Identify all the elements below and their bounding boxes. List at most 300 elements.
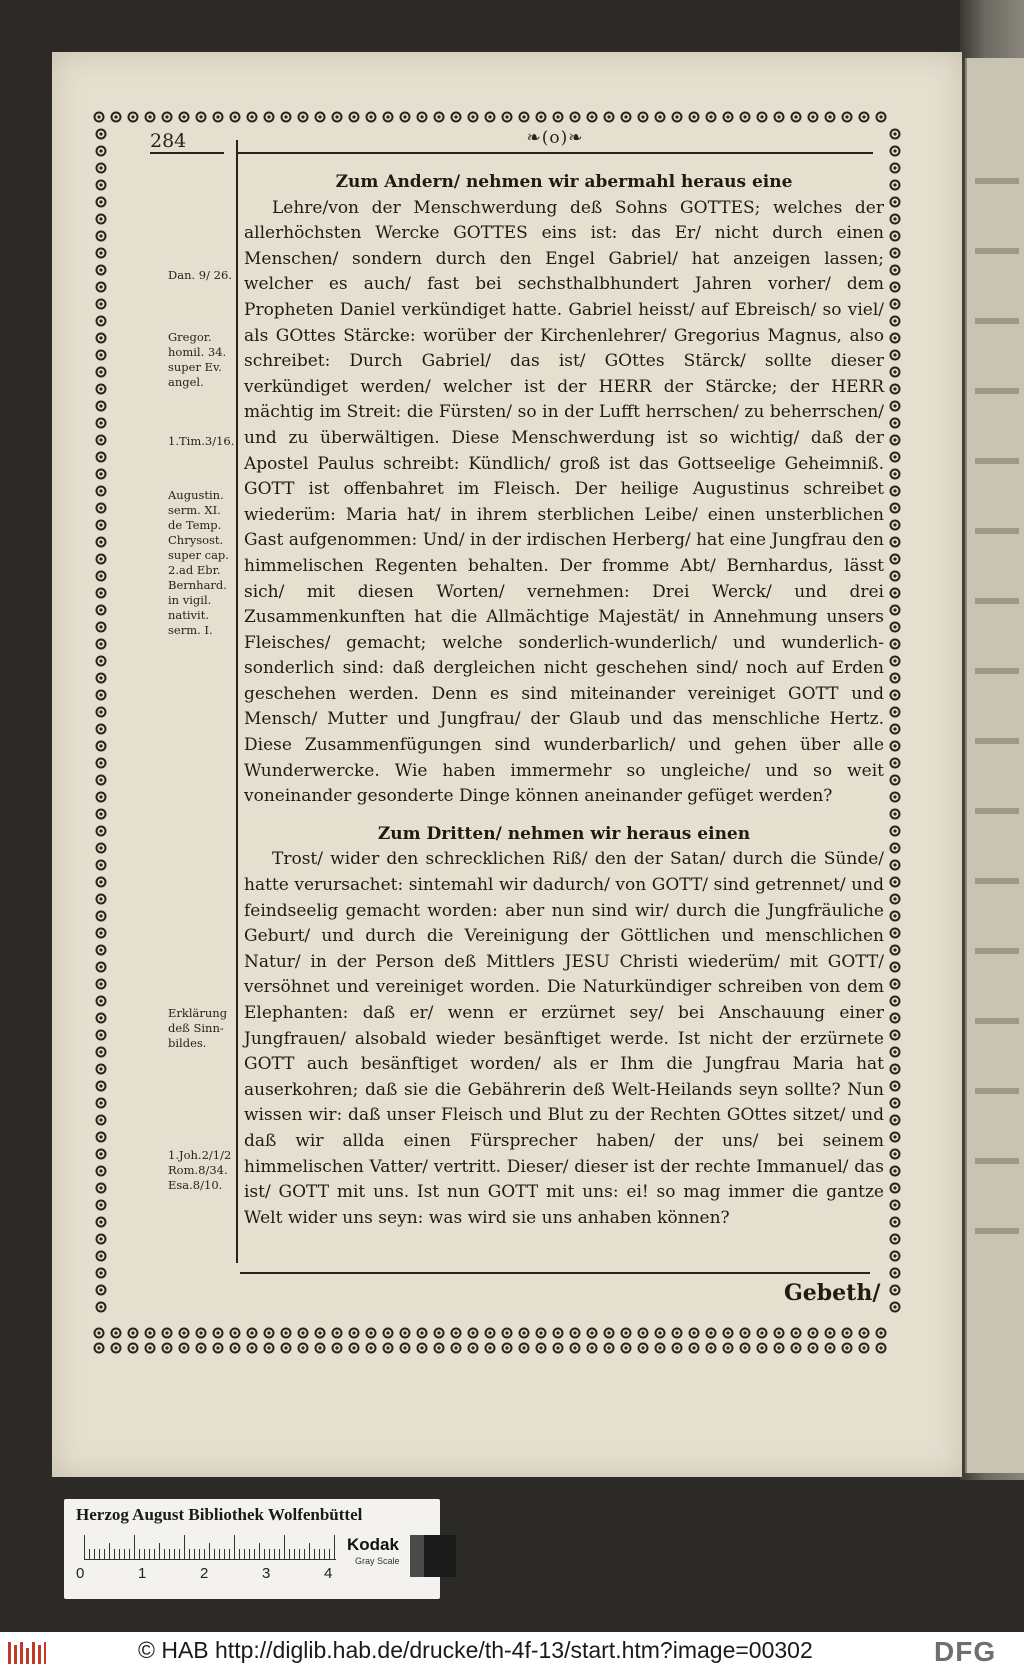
border-fleuron <box>891 470 900 479</box>
border-fleuron <box>97 878 106 887</box>
section-heading-dritten: Zum Dritten/ nehmen wir heraus einen <box>377 823 751 844</box>
border-fleuron <box>891 1133 900 1142</box>
ruler-tick <box>134 1535 135 1559</box>
border-fleuron <box>97 1150 106 1159</box>
border-fleuron <box>891 1286 900 1295</box>
border-fleuron <box>758 1344 767 1353</box>
border-fleuron <box>877 1344 886 1353</box>
border-fleuron <box>214 113 223 122</box>
border-fleuron <box>129 1329 138 1338</box>
border-fleuron <box>826 1329 835 1338</box>
border-fleuron <box>97 419 106 428</box>
border-fleuron <box>316 113 325 122</box>
border-fleuron <box>891 776 900 785</box>
ruler-tick <box>304 1549 305 1559</box>
border-fleuron <box>97 1269 106 1278</box>
section-heading-andern: Zum Andern/ nehmen wir abermahl heraus eine <box>335 172 793 192</box>
border-fleuron <box>673 113 682 122</box>
border-fleuron <box>452 1329 461 1338</box>
margin-note-erklaerung: Erklärung deß Sinn- bildes. <box>168 1006 228 1050</box>
border-fleuron <box>891 963 900 972</box>
border-fleuron <box>891 555 900 564</box>
ruler-tick <box>264 1549 265 1559</box>
border-fleuron <box>231 1344 240 1353</box>
border-fleuron <box>891 249 900 258</box>
border-fleuron <box>299 1344 308 1353</box>
border-fleuron <box>891 1269 900 1278</box>
gray-patch <box>410 1535 424 1577</box>
border-fleuron <box>891 572 900 581</box>
border-fleuron <box>758 1329 767 1338</box>
border-fleuron <box>486 1344 495 1353</box>
ruler-number: 3 <box>262 1565 271 1582</box>
border-fleuron <box>860 113 869 122</box>
border-fleuron <box>891 1065 900 1074</box>
border-fleuron <box>537 113 546 122</box>
border-fleuron <box>299 1329 308 1338</box>
border-fleuron <box>97 487 106 496</box>
ruler-tick <box>129 1549 130 1559</box>
border-fleuron <box>97 368 106 377</box>
border-fleuron <box>97 844 106 853</box>
border-fleuron <box>367 1344 376 1353</box>
ruler-tick <box>179 1549 180 1559</box>
border-fleuron <box>775 1329 784 1338</box>
border-fleuron <box>891 351 900 360</box>
border-fleuron <box>891 1150 900 1159</box>
border-fleuron <box>384 113 393 122</box>
ruler-tick <box>284 1535 285 1559</box>
ruler-tick <box>214 1549 215 1559</box>
border-fleuron <box>97 980 106 989</box>
border-fleuron <box>146 1344 155 1353</box>
border-fleuron <box>891 453 900 462</box>
border-fleuron <box>97 895 106 904</box>
border-fleuron <box>605 1344 614 1353</box>
ruler-tick <box>159 1543 160 1559</box>
border-fleuron <box>588 113 597 122</box>
border-fleuron <box>891 980 900 989</box>
border-fleuron <box>97 1116 106 1125</box>
ruler-tick <box>99 1549 100 1559</box>
main-text <box>244 170 884 1231</box>
border-fleuron <box>282 1329 291 1338</box>
border-fleuron <box>891 895 900 904</box>
border-fleuron <box>97 266 106 275</box>
black-patch <box>424 1535 456 1577</box>
border-fleuron <box>97 640 106 649</box>
border-fleuron <box>97 453 106 462</box>
ruler-tick <box>289 1549 290 1559</box>
margin-note-timothy: 1.Tim.3/16. <box>168 434 235 448</box>
border-fleuron <box>891 1218 900 1227</box>
border-fleuron <box>891 1082 900 1091</box>
border-fleuron <box>97 351 106 360</box>
border-fleuron <box>97 912 106 921</box>
border-fleuron <box>891 878 900 887</box>
ruler-tick <box>249 1549 250 1559</box>
border-fleuron <box>97 1286 106 1295</box>
border-fleuron <box>97 1218 106 1227</box>
catchword: Gebeth/ <box>784 1280 881 1306</box>
border-fleuron <box>97 130 106 139</box>
border-fleuron <box>97 334 106 343</box>
border-fleuron <box>95 113 104 122</box>
running-head-ornament: ❧(o)❧ <box>526 128 584 148</box>
ruler-tick <box>199 1549 200 1559</box>
border-fleuron <box>891 1048 900 1057</box>
border-fleuron <box>469 1344 478 1353</box>
border-fleuron <box>758 113 767 122</box>
border-fleuron <box>231 1329 240 1338</box>
footer-credit-link[interactable]: © HAB http://diglib.hab.de/drucke/th-4f-13/start.htm?image=00302 <box>138 1637 813 1663</box>
border-fleuron <box>97 946 106 955</box>
border-fleuron <box>435 113 444 122</box>
border-fleuron <box>97 997 106 1006</box>
ruler-tick <box>254 1549 255 1559</box>
border-fleuron <box>891 589 900 598</box>
border-fleuron <box>97 1201 106 1210</box>
border-fleuron <box>299 113 308 122</box>
border-fleuron <box>891 810 900 819</box>
border-fleuron <box>891 759 900 768</box>
ruler-tick <box>234 1535 235 1559</box>
border-fleuron <box>622 113 631 122</box>
border-fleuron <box>197 1329 206 1338</box>
border-fleuron <box>367 1329 376 1338</box>
border-fleuron <box>214 1329 223 1338</box>
ruler-tick <box>224 1549 225 1559</box>
border-fleuron <box>384 1329 393 1338</box>
border-fleuron <box>97 402 106 411</box>
ruler-tick <box>319 1549 320 1559</box>
border-fleuron <box>316 1344 325 1353</box>
border-fleuron <box>97 606 106 615</box>
border-fleuron <box>452 1344 461 1353</box>
border-fleuron <box>891 215 900 224</box>
border-fleuron <box>673 1329 682 1338</box>
border-fleuron <box>367 113 376 122</box>
border-fleuron <box>520 1344 529 1353</box>
bottom-rule <box>240 1272 870 1274</box>
border-fleuron <box>503 113 512 122</box>
ruler-tick <box>124 1549 125 1559</box>
border-fleuron <box>843 1344 852 1353</box>
border-fleuron <box>469 1329 478 1338</box>
border-fleuron <box>97 929 106 938</box>
barcode-icon <box>6 1640 48 1666</box>
border-fleuron <box>571 1344 580 1353</box>
border-fleuron <box>891 181 900 190</box>
border-fleuron <box>197 113 206 122</box>
border-fleuron <box>520 1329 529 1338</box>
ruler-tick <box>334 1535 335 1559</box>
border-fleuron <box>891 1099 900 1108</box>
border-fleuron <box>690 1344 699 1353</box>
border-fleuron <box>891 402 900 411</box>
border-fleuron <box>97 232 106 241</box>
border-fleuron <box>97 776 106 785</box>
ruler-numbers <box>76 1565 346 1583</box>
border-fleuron <box>809 1329 818 1338</box>
border-fleuron <box>163 113 172 122</box>
border-fleuron <box>265 1344 274 1353</box>
border-fleuron <box>248 113 257 122</box>
kodak-brand: Kodak <box>347 1535 399 1554</box>
border-fleuron <box>97 1167 106 1176</box>
border-fleuron <box>97 198 106 207</box>
border-fleuron <box>97 555 106 564</box>
border-fleuron <box>146 113 155 122</box>
ruler-tick <box>139 1549 140 1559</box>
border-fleuron <box>97 385 106 394</box>
ruler-tick <box>104 1549 105 1559</box>
border-fleuron <box>891 929 900 938</box>
border-fleuron <box>97 147 106 156</box>
margin-note-johannes: 1.Joh.2/1/2 Rom.8/34. Esa.8/10. <box>168 1148 232 1192</box>
border-fleuron <box>891 1252 900 1261</box>
border-fleuron <box>891 504 900 513</box>
border-fleuron <box>554 113 563 122</box>
border-fleuron <box>891 1014 900 1023</box>
ruler-tick <box>144 1549 145 1559</box>
border-fleuron <box>605 113 614 122</box>
ruler-number: 0 <box>76 1565 85 1582</box>
border-fleuron <box>95 1329 104 1338</box>
paragraph-trost: Trost/ wider den schrecklichen Riß/ den der Satan/ durch die Sünde/ hatte verursachet: sintemahl wir dadurch/ von GOTT/ sind getrennet/ und feindseelig gemacht worden: aber nun sind wir/ durch die Jungfräuliche Geburt/ und durch die Vereinigung der Göttlichen und menschlichen Natur/ in der Person deß Mittlers JESU Christi wiederüm/ mit GOTT/ versöhnet und vereiniget worden. Die Naturkündiger schreiben von dem Elephanten: daß er/ wenn er erzürnet sey/ bei Anschauung einer Jungfrauen/ alsobald wieder besänftiget werde. Ist nicht der erzürnete GOTT auch besänftiget worden/ als er Ihm die Jungfrau Maria hat auserkohren; daß sie die Gebährerin deß Welt-Heilands seyn sollte? Nun wissen wir: daß unser Fleisch und Blut zu der Rechten GOttes sitzet/ und daß wir allda einen Fürsprecher haben/ der uns/ bei seinem himmelischen Vatter/ vertritt. Dieser/ dieser ist der rechte Immanuel/ das ist/ GOTT mit uns. Ist nun GOTT mit uns: ei! so mag immer die gantze Welt wider uns seyn: was wird sie uns anhaben können? <box>244 849 884 1228</box>
border-fleuron <box>97 1235 106 1244</box>
border-fleuron <box>503 1344 512 1353</box>
border-fleuron <box>231 113 240 122</box>
border-fleuron <box>112 113 121 122</box>
border-fleuron <box>656 1344 665 1353</box>
border-fleuron <box>891 130 900 139</box>
border-fleuron <box>214 1344 223 1353</box>
border-fleuron <box>97 181 106 190</box>
border-fleuron <box>656 1329 665 1338</box>
ruler-tick <box>169 1549 170 1559</box>
ruler-tick <box>84 1535 85 1559</box>
border-fleuron <box>891 1116 900 1125</box>
border-fleuron <box>97 623 106 632</box>
border-fleuron <box>707 113 716 122</box>
border-fleuron <box>741 1344 750 1353</box>
border-fleuron <box>333 1344 342 1353</box>
border-fleuron <box>891 844 900 853</box>
border-fleuron <box>452 113 461 122</box>
border-fleuron <box>891 640 900 649</box>
border-fleuron <box>891 487 900 496</box>
border-fleuron <box>639 113 648 122</box>
border-fleuron <box>486 1329 495 1338</box>
ruler-tick <box>324 1549 325 1559</box>
border-fleuron <box>588 1344 597 1353</box>
border-fleuron <box>891 419 900 428</box>
ruler <box>84 1533 336 1560</box>
border-fleuron <box>418 1344 427 1353</box>
border-fleuron <box>891 1235 900 1244</box>
border-fleuron <box>265 1329 274 1338</box>
border-fleuron <box>401 1329 410 1338</box>
ruler-tick <box>229 1549 230 1559</box>
border-fleuron <box>97 810 106 819</box>
border-fleuron <box>891 521 900 530</box>
ruler-tick <box>329 1549 330 1559</box>
header-rule <box>238 152 873 154</box>
border-fleuron <box>384 1344 393 1353</box>
ruler-tick <box>94 1549 95 1559</box>
border-fleuron <box>97 963 106 972</box>
ruler-tick <box>89 1549 90 1559</box>
border-fleuron <box>605 1329 614 1338</box>
ruler-tick <box>209 1543 210 1559</box>
border-fleuron <box>707 1344 716 1353</box>
border-fleuron <box>537 1329 546 1338</box>
border-fleuron <box>571 113 580 122</box>
border-fleuron <box>891 538 900 547</box>
border-fleuron <box>891 198 900 207</box>
page-number: 284 <box>150 130 187 152</box>
border-fleuron <box>792 1329 801 1338</box>
border-fleuron <box>891 827 900 836</box>
border-fleuron <box>891 793 900 802</box>
border-fleuron <box>724 1344 733 1353</box>
border-fleuron <box>112 1344 121 1353</box>
border-fleuron <box>316 1329 325 1338</box>
border-fleuron <box>891 300 900 309</box>
border-fleuron <box>97 572 106 581</box>
color-scale-card <box>64 1499 440 1599</box>
border-fleuron <box>891 232 900 241</box>
border-fleuron <box>350 1344 359 1353</box>
border-fleuron <box>97 861 106 870</box>
border-fleuron <box>622 1329 631 1338</box>
border-fleuron <box>97 759 106 768</box>
border-fleuron <box>97 1133 106 1142</box>
border-fleuron <box>333 113 342 122</box>
border-fleuron <box>891 912 900 921</box>
ruler-tick <box>149 1549 150 1559</box>
border-fleuron <box>97 589 106 598</box>
border-fleuron <box>891 385 900 394</box>
margin-note-daniel: Dan. 9/ 26. <box>168 268 232 282</box>
border-fleuron <box>97 249 106 258</box>
dfg-logo: DFG <box>934 1636 997 1667</box>
border-fleuron <box>891 283 900 292</box>
border-fleuron <box>163 1329 172 1338</box>
border-fleuron <box>265 113 274 122</box>
border-fleuron <box>690 1329 699 1338</box>
border-fleuron <box>656 113 665 122</box>
border-fleuron <box>690 113 699 122</box>
ruler-tick <box>109 1543 110 1559</box>
ruler-tick <box>164 1549 165 1559</box>
border-fleuron <box>248 1344 257 1353</box>
ruler-tick <box>194 1549 195 1559</box>
border-fleuron <box>350 113 359 122</box>
border-fleuron <box>97 674 106 683</box>
border-fleuron <box>418 1329 427 1338</box>
border-fleuron <box>724 1329 733 1338</box>
border-fleuron <box>97 1048 106 1057</box>
border-fleuron <box>129 113 138 122</box>
border-fleuron <box>163 1344 172 1353</box>
border-fleuron <box>469 113 478 122</box>
border-fleuron <box>891 674 900 683</box>
border-fleuron <box>97 1303 106 1312</box>
ruler-number: 2 <box>200 1565 209 1582</box>
ruler-tick <box>299 1549 300 1559</box>
border-fleuron <box>129 1344 138 1353</box>
border-fleuron <box>180 1344 189 1353</box>
border-fleuron <box>97 215 106 224</box>
border-fleuron <box>891 691 900 700</box>
border-fleuron <box>891 368 900 377</box>
paragraph-lehre: Lehre/von der Menschwerdung deß Sohns GOTTES; welches der allerhöchsten Wercke GOTTES eins ist: das Er/ nicht durch einen Menschen/ sondern durch den Engel Gabriel/ hat anzeigen lassen; welcher es auch/ fast bei sechsthalbhundert Jahren vorher/ dem Propheten Daniel verkündiget hatte. Gabriel heisst/ auf Ebreisch/ so viel/ als GOttes Stärcke: worüber der Kirchenlehrer/ Gregorius Magnus, also schreibet: Durch Gabriel/ das ist/ GOttes Stärck/ sollte dieser verkündiget werden/ welcher ist der HERR der Stärcke; der HERR mächtig im Streit: die Fürsten/ so in der Lufft herrschen/ zu beherrschen/ und zu überwältigen. Diese Menschwerdung ist so wichtig/ daß der Apostel Paulus schreibt: Kündlich/ groß ist das Gottseelige Geheimniß. GOTT ist offenbahret im Fleisch. Der heilige Augustinus schreibet wiederüm: Maria hat/ in ihrem sterblichen Leibe/ einen unsterblichen Gast aufgenommen: Und/ in der irdischen Herberg/ hat eine Jungfrau den himmelischen Regenten behalten. Der fromme Abt/ Bernhardus, lässt sich/ mit diesen Worten/ vernehmen: Drei Werck/ und drei Zusammenkunften hat die Allmächtige Majestät/ in Annehmung unsers Fleisches/ gemacht; welche sonderlich-wunderlich/ und wunderlich-sonderlich sind: daß dergleichen nicht geschehen sind/ noch auf Erden geschehen werden. Denn es sind miteinander vereiniget GOTT und Mensch/ Mutter und Jungfrau/ der Glaub und das menschliche Hertz. Diese Zusammenfügungen sind wunderbarlich/ und gehen über alle Wunderwercke. Wie haben immermehr so ungleiche/ und so weit voneinander gesonderte Dinge können aneinander gefüget werden? <box>244 197 884 807</box>
ruler-tick <box>119 1549 120 1559</box>
border-fleuron <box>891 1184 900 1193</box>
border-fleuron <box>97 657 106 666</box>
border-fleuron <box>97 1014 106 1023</box>
border-fleuron <box>146 1329 155 1338</box>
border-fleuron <box>891 1031 900 1040</box>
ruler-tick <box>244 1549 245 1559</box>
border-fleuron <box>97 691 106 700</box>
border-fleuron <box>97 1252 106 1261</box>
border-fleuron <box>891 623 900 632</box>
border-fleuron <box>891 606 900 615</box>
border-fleuron <box>282 113 291 122</box>
ruler-tick <box>274 1549 275 1559</box>
ruler-tick <box>294 1549 295 1559</box>
border-fleuron <box>112 1329 121 1338</box>
border-fleuron <box>891 334 900 343</box>
border-fleuron <box>97 1099 106 1108</box>
ruler-tick <box>314 1549 315 1559</box>
library-name: Herzog August Bibliothek Wolfenbüttel <box>76 1505 363 1524</box>
border-fleuron <box>401 113 410 122</box>
border-fleuron <box>520 113 529 122</box>
border-fleuron <box>891 946 900 955</box>
ruler-tick <box>239 1549 240 1559</box>
border-fleuron <box>891 147 900 156</box>
border-fleuron <box>877 113 886 122</box>
border-fleuron <box>860 1329 869 1338</box>
ruler-tick <box>309 1543 310 1559</box>
border-fleuron <box>877 1329 886 1338</box>
border-fleuron <box>554 1329 563 1338</box>
border-fleuron <box>724 113 733 122</box>
ruler-tick <box>269 1549 270 1559</box>
border-fleuron <box>97 521 106 530</box>
border-fleuron <box>891 657 900 666</box>
border-fleuron <box>248 1329 257 1338</box>
border-fleuron <box>775 1344 784 1353</box>
border-fleuron <box>180 113 189 122</box>
border-fleuron <box>97 708 106 717</box>
ruler-tick <box>279 1549 280 1559</box>
margin-note-gregor: Gregor. homil. 34. super Ev. angel. <box>168 330 227 389</box>
border-fleuron <box>503 1329 512 1338</box>
border-fleuron <box>537 1344 546 1353</box>
border-fleuron <box>97 827 106 836</box>
border-fleuron <box>860 1344 869 1353</box>
border-fleuron <box>622 1344 631 1353</box>
ruler-tick <box>219 1549 220 1559</box>
ruler-tick <box>114 1549 115 1559</box>
border-fleuron <box>891 266 900 275</box>
border-fleuron <box>197 1344 206 1353</box>
